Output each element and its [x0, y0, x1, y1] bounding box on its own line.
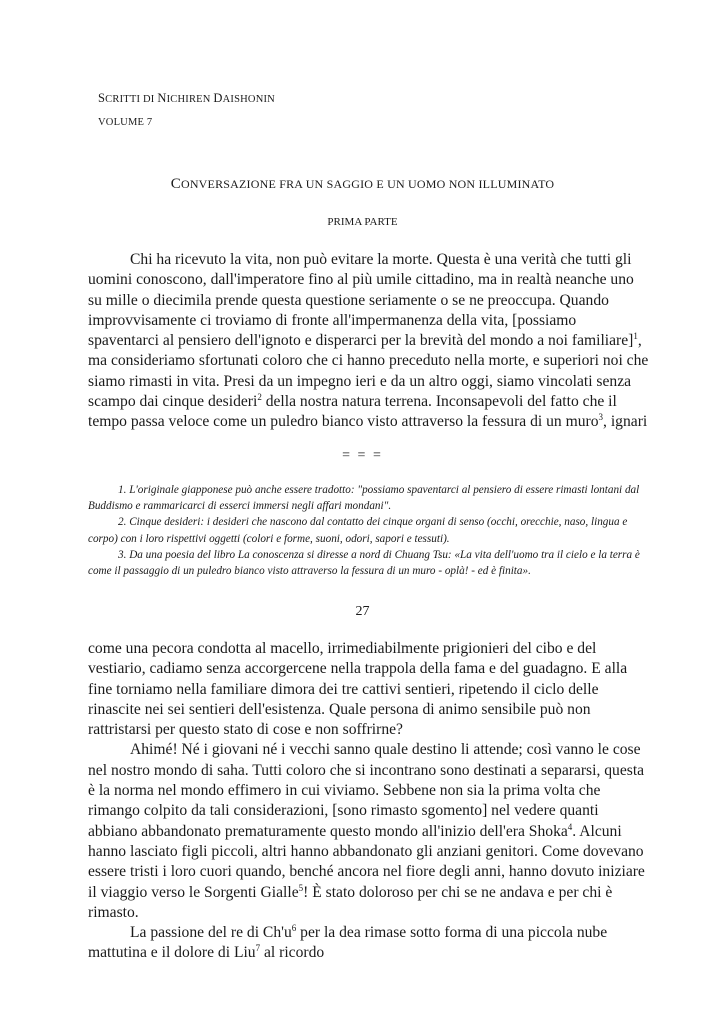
footnote-ref: 1: [633, 331, 638, 341]
text-run: al ricordo: [260, 944, 325, 962]
paragraph-2: come una pecora condotta al macello, irrimediabilmente prigionieri del cibo e del vestiario, cadiamo senza accorgercene nella trappola della fama e del guadagno. E alla fine torniamo nella familiare dimora dei tre cattivi sentieri, ripetendo il ciclo delle rinascite nei sei sentieri dell'esistenza. Quale persona di animo sensibile può non rattristarsi per questo stato di cose e non soffrirne?: [88, 640, 628, 739]
footnote: 1. L'originale giapponese può anche essere tradotto: "possiamo spaventarci al pensiero di essere rimasti lontani dal Buddismo e rammaricarci di esserci immersi negli affari mondani".: [88, 484, 640, 513]
text-run: , ignari: [603, 413, 648, 431]
title-initial: C: [170, 176, 181, 192]
footnote-ref: 6: [291, 922, 297, 933]
footnote: 3. Da una poesia del libro La conoscenza si diresse a nord di Chuang Tsu: «La vita dell'uomo tra il cielo e la terra è come il passaggio di un puledro bianco visto attraverso la fessura di un muro - oplà! - ed è finita».: [88, 548, 640, 578]
series-initial: D: [213, 91, 223, 105]
text-run: ! È stato doloroso per chi se ne andava e per chi è rimasto.: [88, 883, 613, 921]
title-text: ONVERSAZIONE FRA UN SAGGIO E UN UOMO NON ILLUMINATO: [180, 177, 555, 191]
series-initial: N: [157, 91, 167, 105]
series-title: [98, 91, 275, 106]
chapter-title: [0, 176, 725, 193]
footnote-ref: 7: [255, 943, 261, 954]
footnote-ref: 4: [567, 821, 573, 832]
volume-label: VOLUME 7: [98, 117, 153, 128]
footnotes: [88, 482, 643, 579]
part-title: PRIMA PARTE: [327, 216, 398, 228]
text-run: Chi ha ricevuto la vita, non può evitare la morte. Questa è una verità che tutti gli uomini conoscono, dall'imperatore fino al più umile cittadino, ma in realtà neanche uno su mille o diecimila prende questa questione seriamente o se ne preoccupa. Quando improvvisamente ci troviamo di fronte all'impermanenza della vita, [possiamo spaventarci al pensiero dell'ignoto e disperarci per la brevità del mondo a noi familiare]: [88, 251, 634, 350]
text-run: Ahimé! Né i giovani né i vecchi sanno quale destino li attende; così vanno le cose nel nostro mondo di saha. Tutti coloro che si incontrano sono destinati a separarsi, questa è la norma nel mondo effimero in cui viviamo. Sebbene non sia la prima volta che rimango colpito da tali considerazioni, [sono rimasto sgomento] nel vedere quanti abbiano abbandonato prematuramente questo mondo all'inizio dell'era Shoka: [88, 741, 645, 840]
paragraph-3: [88, 740, 650, 923]
paragraph-4: [88, 923, 650, 964]
body-paragraph: [88, 250, 650, 433]
footnote-ref: 3: [598, 412, 604, 423]
text-run: . Alcuni hanno lasciato figli piccoli, altri hanno abbandonato gli anziani genitori. Come dovevano essere tristi i loro cuori quando, benché ancora nel fiore degli anni, hanno dovuto iniziare il viaggio verso le Sorgenti Gialle: [88, 822, 645, 901]
footnote: 2. Cinque desideri: i desideri che nascono dal contatto dei cinque organi di senso (occhi, orecchie, naso, lingua e corpo) con i loro rispettivi oggetti (colori e forme, suoni, odori, sapori e tessuti).: [88, 516, 628, 545]
series-text: ICHIREN: [166, 94, 214, 105]
series-text: AISHONIN: [222, 94, 275, 105]
footnote-ref: 5: [298, 882, 304, 893]
text-run: La passione del re di Ch'u: [130, 924, 292, 942]
body-paragraph: [88, 639, 650, 964]
text-run: della nostra natura terrena. Inconsapevoli del fatto che il tempo passa veloce come un puledro bianco visto attraverso la fessura di un muro: [88, 393, 617, 431]
text-run: per la dea rimase sotto forma di una piccola nube mattutina e il dolore di Liu: [88, 924, 608, 962]
separator: = = =: [342, 448, 383, 463]
paragraph-1: [88, 250, 650, 433]
footnote-ref: 2: [257, 391, 262, 402]
series-initial: S: [98, 91, 106, 105]
text-run: , ma consideriamo sfortunati coloro che ci hanno preceduto nella morte, e superiori noi che siamo rimasti in vita. Presi da un impegno ieri e da un altro oggi, siamo vincolati senza scampo dai cinque desideri: [88, 332, 649, 411]
series-text: CRITTI DI: [105, 94, 158, 105]
page-number: 27: [355, 604, 370, 619]
